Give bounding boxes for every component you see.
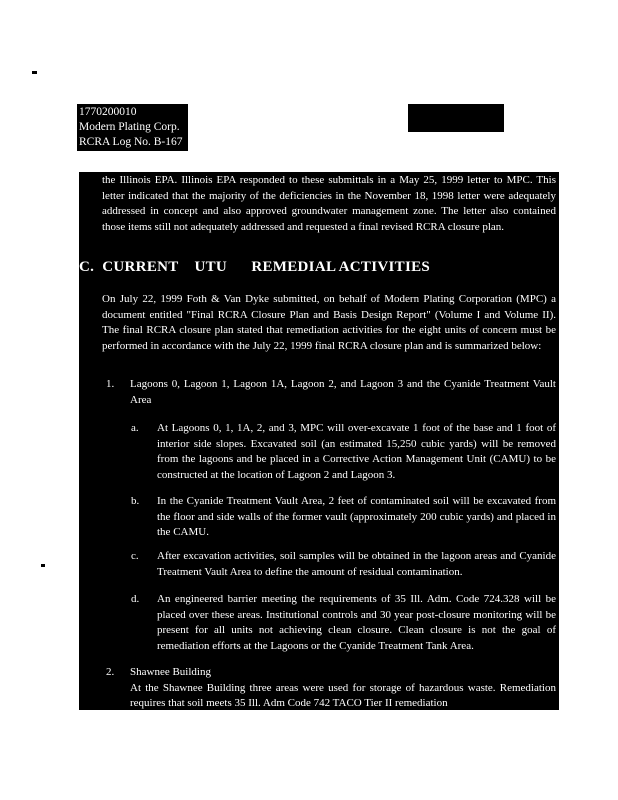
item-2-block	[130, 665, 556, 710]
subitem-text: An engineered barrier meeting the requirements of 35 Ill. Adm. Code 724.328 will be placed over these areas. Institutional controls and 30 year post-closure monitoring will be present for all units not achieving clean closure. Clean closure is not the goal of remediation efforts at the Lagoons or the Cyanide Treatment Tank Area.	[157, 593, 556, 652]
subitem-text: In the Cyanide Treatment Vault Area, 2 feet of contaminated soil will be excavated from the floor and side walls of the former vault (approximately 200 cubic yards) and placed in the CAMU.	[157, 495, 556, 538]
subitem-letter: b.	[131, 495, 140, 507]
document-body	[79, 172, 559, 710]
header-log-number: RCRA Log No. B-167	[79, 136, 183, 148]
intro-paragraph: On July 22, 1999 Foth & Van Dyke submitted, on behalf of Modern Plating Corporation (MPC) a document entitled "Final RCRA Closure Plan and Basis Design Report" (Volume I and Volume II). The final RCRA closure plan stated that remediation activities for the eight units of concern must be performed in accordance with the July 22, 1999 final RCRA closure plan and is summarized below:	[102, 293, 556, 352]
item-number: 1.	[106, 378, 115, 390]
subitem-letter: a.	[131, 422, 139, 434]
document-header	[77, 104, 188, 151]
scan-speck	[41, 564, 45, 567]
subitem-letter: c.	[131, 550, 139, 562]
section-heading: C. CURRENT UTU REMEDIAL ACTIVITIES	[79, 259, 431, 275]
item-title: Lagoons 0, Lagoon 1, Lagoon 1A, Lagoon 2, and Lagoon 3 and the Cyanide Treatment Vault Area	[130, 378, 556, 406]
header-id: 1770200010	[79, 106, 137, 118]
subitem-text: After excavation activities, soil samples will be obtained in the lagoon areas and Cyanide Treatment Vault Area to define the amount of residual contamination.	[157, 550, 556, 578]
scan-speck	[32, 71, 37, 74]
continuation-paragraph: the Illinois EPA. Illinois EPA responded to these submittals in a May 25, 1999 letter to MPC. This letter indicated that the majority of the deficiencies in the November 18, 1998 letter were adequately addressed in concept and also approved groundwater management zone. The letter also contained those items still not adequately addressed and requested a final revised RCRA closure plan.	[102, 174, 556, 233]
redaction-block	[408, 104, 504, 132]
subitem-text: At Lagoons 0, 1, 1A, 2, and 3, MPC will over-excavate 1 foot of the base and 1 foot of interior side slopes. Excavated soil (an estimated 15,250 cubic yards) will be removed from the lagoons and be placed in a Corrective Action Management Unit (CAMU) to be constructed at the location of Lagoon 2 and Lagoon 3.	[157, 422, 556, 481]
subitem-letter: d.	[131, 593, 140, 605]
item-title: Shawnee Building	[130, 666, 211, 678]
item-text: At the Shawnee Building three areas were used for storage of hazardous waste. Remediation requires that soil meets 35 Ill. Adm Code 742 TACO Tier II remediation	[130, 681, 556, 709]
header-company: Modern Plating Corp.	[79, 121, 180, 133]
item-number: 2.	[106, 666, 115, 678]
